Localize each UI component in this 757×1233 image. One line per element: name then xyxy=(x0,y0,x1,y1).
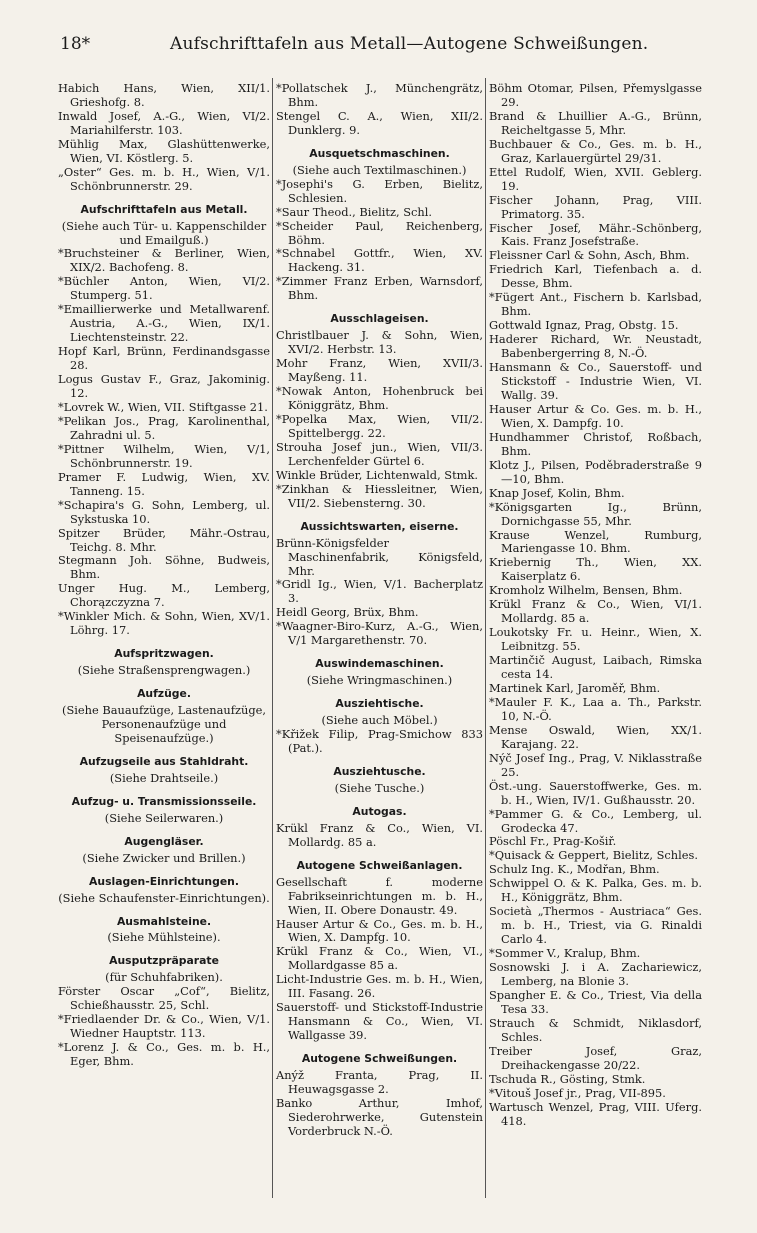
section-heading: Aufschrifttafeln aus Metall. xyxy=(80,202,248,216)
directory-entry: Tschuda R., Gösting, Stmk. xyxy=(489,1071,646,1086)
directory-entry: *Schapira's G. Sohn, Lemberg, ul. Sykstuska 10. xyxy=(58,497,270,526)
directory-entry: Mohr Franz, Wien, XVII/3. Mayßeng. 11. xyxy=(276,356,483,385)
directory-entry: *Quisack & Geppert, Bielitz, Schles. xyxy=(489,848,698,863)
cross-reference-note: (Siehe auch Tür- u. Kappenschilder und Emailguß.) xyxy=(61,218,267,247)
section-heading: Autogene Schweißanlagen. xyxy=(296,858,463,872)
directory-entry: Öst.-ung. Sauerstoffwerke, Ges. m. b. H., Wien, IV/1. Gußhausstr. 20. xyxy=(489,778,702,807)
directory-entry: „Oster“ Ges. m. b. H., Wien, V/1. Schönbrunnerstr. 29. xyxy=(58,164,270,193)
section-heading: Ausziehtusche. xyxy=(333,764,426,778)
section-heading: Auslagen-Einrichtungen. xyxy=(89,874,239,888)
directory-entry: Martinek Karl, Jaroměř, Bhm. xyxy=(489,680,661,695)
directory-entry: Klotz J., Pilsen, Poděbraderstraße 9—10, Bhm. xyxy=(489,457,702,486)
section-heading: Aufzugseile aus Stahldraht. xyxy=(79,754,249,768)
cross-reference-note: (Siehe Schaufenster-Einrichtungen). xyxy=(58,890,270,905)
column-2 xyxy=(276,82,483,1139)
directory-entry: Spangher E. & Co., Triest, Via della Tesa 33. xyxy=(489,987,702,1016)
column-divider xyxy=(272,78,273,1198)
directory-entry: Logus Gustav F., Graz, Jakominig. 12. xyxy=(58,372,270,401)
directory-entry: Fischer Josef, Mähr.-Schönberg, Kais. Franz Josefstraße. xyxy=(489,220,702,249)
directory-entry: Kriebernig Th., Wien, XX. Kaiserplatz 6. xyxy=(489,555,702,584)
column-3 xyxy=(489,82,702,1128)
directory-entry: Stegmann Joh. Söhne, Budweis, Bhm. xyxy=(58,553,270,582)
cross-reference-note: (Siehe Drahtseile.) xyxy=(109,770,219,785)
directory-entry: *Křižek Filip, Prag-Smichow 833 (Pat.). xyxy=(276,727,483,755)
directory-entry: *Pittner Wilhelm, Wien, V/1, Schönbrunnerstr. 19. xyxy=(58,441,270,470)
directory-entry: Schulz Ing. K., Modřan, Bhm. xyxy=(489,862,660,877)
section-heading: Aufzug- u. Transmissionsseile. xyxy=(71,794,257,808)
directory-entry: Buchbauer & Co., Ges. m. b. H., Graz, Karlauergürtel 29/31. xyxy=(489,136,702,165)
directory-entry: Schwippel O. & K. Palka, Ges. m. b. H., Königgrätz, Bhm. xyxy=(489,876,702,905)
directory-entry: Strauch & Schmidt, Niklasdorf, Schles. xyxy=(489,1015,702,1044)
directory-entry: *Emaillierwerke und Metallwarenf. Austria, A.-G., Wien, IX/1. Liechtensteinstr. 22. xyxy=(58,302,270,345)
section-heading: Aufspritzwagen. xyxy=(114,647,214,661)
column-divider xyxy=(485,78,486,1198)
section-heading: Autogene Schweißungen. xyxy=(301,1052,458,1066)
cross-reference-note: (Siehe auch Möbel.) xyxy=(321,713,438,728)
directory-entry: *Friedlaender Dr. & Co., Wien, V/1. Wiedner Hauptstr. 113. xyxy=(58,1012,270,1041)
section-heading: Augengläser. xyxy=(124,834,204,848)
directory-entry: *Sommer V., Kralup, Bhm. xyxy=(489,946,641,961)
page-title: Aufschrifttafeln aus Metall—Autogene Schweißungen. xyxy=(170,34,649,54)
cross-reference-note: (Siehe auch Textilmaschinen.) xyxy=(292,162,467,177)
directory-entry: Böhm Otomar, Pilsen, Přemyslgasse 29. xyxy=(489,81,702,109)
directory-entry: *Nowak Anton, Hohenbruck bei Königgrätz, Bhm. xyxy=(276,384,483,413)
section-heading: Ausquetschmaschinen. xyxy=(309,146,450,160)
directory-entry: Heidl Georg, Brüx, Bhm. xyxy=(276,605,419,620)
directory-entry: *Zinkhan & Hiessleitner, Wien, VII/2. Siebensterng. 30. xyxy=(276,481,483,510)
directory-entry: Krükl Franz & Co., Wien, VI. Mollardg. 85 a. xyxy=(276,820,483,849)
directory-entry: Habich Hans, Wien, XII/1. Grieshofg. 8. xyxy=(58,81,270,109)
directory-entry: Nýč Josef Ing., Prag, V. Niklasstraße 25. xyxy=(489,750,702,779)
page-number: 18* xyxy=(60,34,91,54)
directory-entry: *Winkler Mich. & Sohn, Wien, XV/1. Löhrg. 17. xyxy=(58,609,270,638)
directory-entry: Fleissner Carl & Sohn, Asch, Bhm. xyxy=(489,248,690,263)
directory-entry: Anýž Franta, Prag, II. Heuwagsgasse 2. xyxy=(276,1068,483,1096)
section-heading: Ausziehtische. xyxy=(335,697,424,711)
directory-entry: Strouha Josef jun., Wien, VII/3. Lerchenfelder Gürtel 6. xyxy=(276,439,483,468)
column-1 xyxy=(58,82,270,1069)
directory-entry: *Popelka Max, Wien, VII/2. Spittelbergg. 22. xyxy=(276,411,483,440)
directory-entry: Christlbauer J. & Sohn, Wien, XVI/2. Herbstr. 13. xyxy=(276,328,483,357)
section-heading: Ausmahlsteine. xyxy=(116,914,212,928)
directory-entry: Treiber Josef, Graz, Dreihackengasse 20/22. xyxy=(489,1043,702,1072)
directory-entry: Friedrich Karl, Tiefenbach a. d. Desse, Bhm. xyxy=(489,262,702,291)
directory-entry: Brünn-Königsfelder Maschinenfabrik, Königsfeld, Mhr. xyxy=(276,535,483,578)
directory-entry: Krause Wenzel, Rumburg, Mariengasse 10. Bhm. xyxy=(489,527,702,556)
directory-entry: *Fügert Ant., Fischern b. Karlsbad, Bhm. xyxy=(489,290,702,319)
section-heading: Auswindemaschinen. xyxy=(315,657,444,671)
directory-entry: Sauerstoff- und Stickstoff-Industrie Hansmann & Co., Wien, VI. Wallgasse 39. xyxy=(276,1000,483,1043)
directory-entry: *Josephi's G. Erben, Bielitz, Schlesien. xyxy=(276,176,483,205)
directory-entry: Spitzer Brüder, Mähr.-Ostrau, Teichg. 8. Mhr. xyxy=(58,525,270,554)
cross-reference-note: (Siehe Mühlsteine). xyxy=(107,930,221,945)
directory-entry: *Schnabel Gottfr., Wien, XV. Hackeng. 31. xyxy=(276,246,483,275)
directory-entry: Mense Oswald, Wien, XX/1. Karajang. 22. xyxy=(489,722,702,751)
directory-entry: Hauser Artur & Co., Ges. m. b. H., Wien, X. Dampfg. 10. xyxy=(276,916,483,945)
directory-entry: *Zimmer Franz Erben, Warnsdorf, Bhm. xyxy=(276,274,483,303)
directory-entry: Hopf Karl, Brünn, Ferdinandsgasse 28. xyxy=(58,344,270,373)
directory-entry: Wartusch Wenzel, Prag, VIII. Uferg. 418. xyxy=(489,1099,702,1128)
directory-entry: *Pammer G. & Co., Lemberg, ul. Grodecka 47. xyxy=(489,806,702,835)
directory-entry: Gesellschaft f. moderne Fabrikseinrichtungen m. b. H., Wien, II. Obere Donaustr. 49. xyxy=(276,874,483,917)
directory-entry: *Lorenz J. & Co., Ges. m. b. H., Eger, Bhm. xyxy=(58,1040,270,1069)
directory-entry: Kromholz Wilhelm, Bensen, Bhm. xyxy=(489,583,683,598)
directory-entry: *Waagner-Biro-Kurz, A.-G., Wien, V/1 Margarethenstr. 70. xyxy=(276,619,483,648)
directory-entry: *Lovrek W., Wien, VII. Stiftgasse 21. xyxy=(58,399,268,414)
directory-entry: *Vitouš Josef jr., Prag, VII-895. xyxy=(489,1085,666,1100)
directory-entry: Società „Thermos - Austriaca“ Ges. m. b. H., Triest, via G. Rinaldi Carlo 4. xyxy=(489,904,702,947)
directory-entry: *Büchler Anton, Wien, VI/2. Stumperg. 51. xyxy=(58,274,270,303)
section-heading: Ausputzpräparate xyxy=(109,954,219,968)
directory-entry: Pöschl Fr., Prag-Košiř. xyxy=(489,834,617,849)
directory-entry: Krükl Franz & Co., Wien, VI., Mollardgasse 85 a. xyxy=(276,944,483,973)
cross-reference-note: (Siehe Seilerwaren.) xyxy=(104,810,224,825)
directory-entry: Sosnowski J. i A. Zachariewicz, Lemberg, na Blonie 3. xyxy=(489,960,702,988)
section-heading: Aufzüge. xyxy=(137,687,191,701)
directory-entry: *Bruchsteiner & Berliner, Wien, XIX/2. Bachofeng. 8. xyxy=(58,246,270,275)
directory-entry: *Gridl Ig., Wien, V/1. Bacherplatz 3. xyxy=(276,577,483,606)
directory-entry: *Saur Theod., Bielitz, Schl. xyxy=(276,204,433,219)
page-header xyxy=(60,34,710,58)
directory-entry: Ettel Rudolf, Wien, XVII. Geblerg. 19. xyxy=(489,164,702,193)
directory-entry: Stengel C. A., Wien, XII/2. Dunklerg. 9. xyxy=(276,108,483,137)
directory-entry: Gottwald Ignaz, Prag, Obstg. 15. xyxy=(489,318,679,333)
directory-entry: Hundhammer Christof, Roßbach, Bhm. xyxy=(489,429,702,458)
directory-entry: Haderer Richard, Wr. Neustadt, Babenbergerring 8, N.-Ö. xyxy=(489,332,702,361)
cross-reference-note: (Siehe Tusche.) xyxy=(334,780,425,795)
directory-entry: Licht-Industrie Ges. m. b. H., Wien, III. Fasang. 26. xyxy=(276,972,483,1001)
directory-entry: Martinčič August, Laibach, Rimska cesta 14. xyxy=(489,653,702,682)
cross-reference-note: (Siehe Bauaufzüge, Lastenaufzüge, Personenaufzüge und Speisenaufzüge.) xyxy=(62,703,266,745)
directory-entry: Mühlig Max, Glashüttenwerke, Wien, VI. Köstlerg. 5. xyxy=(58,136,270,165)
cross-reference-note: (Siehe Zwicker und Brillen.) xyxy=(82,850,246,865)
directory-entry: Loukotsky Fr. u. Heinr., Wien, X. Leibnitzg. 55. xyxy=(489,625,702,654)
section-heading: Autogas. xyxy=(352,804,407,818)
directory-entry: Hauser Artur & Co. Ges. m. b. H., Wien, X. Dampfg. 10. xyxy=(489,401,702,430)
directory-entry: *Königsgarten Ig., Brünn, Dornichgasse 55, Mhr. xyxy=(489,499,702,528)
directory-entry: Winkle Brüder, Lichtenwald, Stmk. xyxy=(276,467,479,482)
cross-reference-note: (Siehe Wringmaschinen.) xyxy=(306,673,453,688)
directory-entry: Brand & Lhuillier A.-G., Brünn, Reicheltgasse 5, Mhr. xyxy=(489,108,702,137)
directory-entry: Pramer F. Ludwig, Wien, XV. Tanneng. 15. xyxy=(58,469,270,498)
directory-entry: *Pollatschek J., Münchengrätz, Bhm. xyxy=(276,81,483,109)
directory-entry: *Scheider Paul, Reichenberg, Böhm. xyxy=(276,218,483,247)
cross-reference-note: (für Schuhfabriken). xyxy=(105,970,223,985)
directory-entry: *Pelikan Jos., Prag, Karolinenthal, Zahradni ul. 5. xyxy=(58,413,270,442)
directory-entry: *Mauler F. K., Laa a. Th., Parkstr. 10, N.-Ö. xyxy=(489,694,702,723)
directory-entry: Krükl Franz & Co., Wien, VI/1. Mollardg. 85 a. xyxy=(489,597,702,626)
directory-entry: Knap Josef, Kolin, Bhm. xyxy=(489,485,625,500)
directory-entry: Banko Arthur, Imhof, Siederohrwerke, Gutenstein Vorderbruck N.-Ö. xyxy=(276,1095,483,1138)
cross-reference-note: (Siehe Straßensprengwagen.) xyxy=(77,663,251,678)
directory-entry: Unger Hug. M., Lemberg, Chorązczyzna 7. xyxy=(58,581,270,610)
section-heading: Aussichtswarten, eiserne. xyxy=(300,519,459,533)
directory-entry: Hansmann & Co., Sauerstoff- und Stickstoff - Industrie Wien, VI. Wallg. 39. xyxy=(489,360,702,402)
section-heading: Ausschlageisen. xyxy=(330,312,429,326)
directory-entry: Förster Oscar „Cof“, Bielitz, Schießhausstr. 25, Schl. xyxy=(58,984,270,1013)
directory-entry: Fischer Johann, Prag, VIII. Primatorg. 35. xyxy=(489,192,702,221)
directory-entry: Inwald Josef, A.-G., Wien, VI/2. Mariahilferstr. 103. xyxy=(58,108,270,137)
